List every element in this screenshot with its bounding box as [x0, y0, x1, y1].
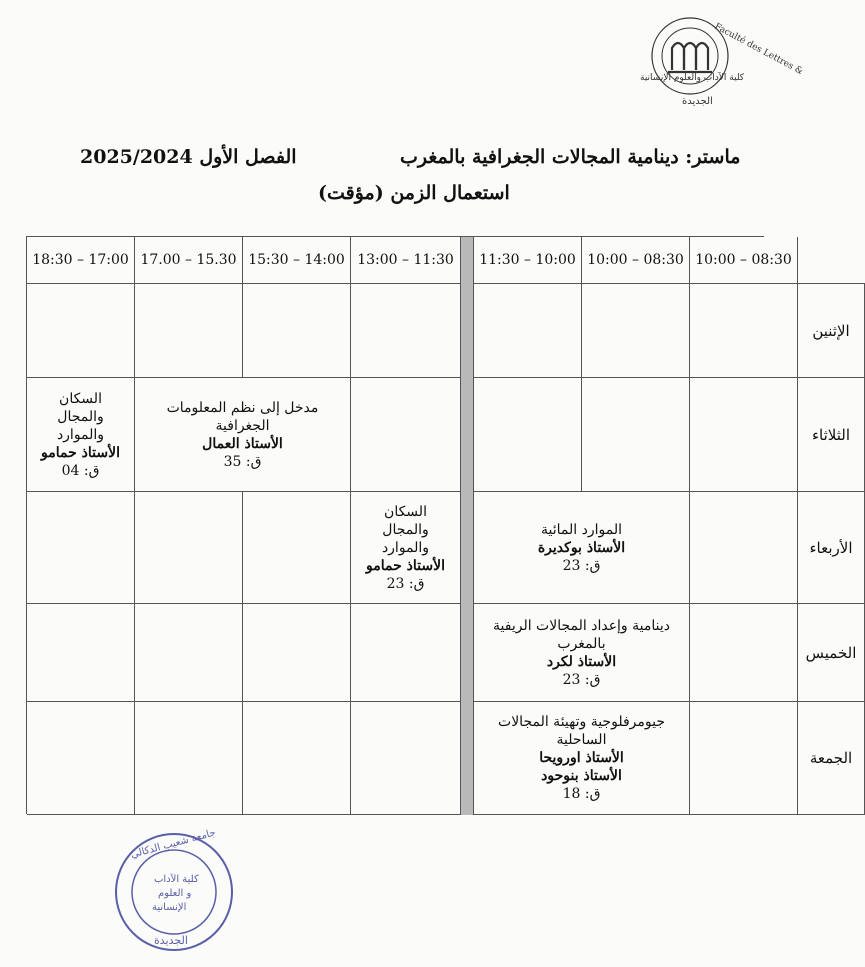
empty-cell — [243, 284, 351, 378]
session-thu-morning: دينامية وإعداد المجالات الريفية بالمغرب الأستاذ لكرد ق: 23 — [474, 604, 690, 702]
time-slot-3: 13:00 – 11:30 — [351, 237, 461, 284]
room-label: ق: 18 — [562, 786, 601, 802]
time-slot-0: 10:00 – 08:30 — [690, 237, 798, 284]
professor-name: الأستاذ بوكديرة — [537, 539, 626, 556]
corner-cell — [798, 237, 865, 284]
professor-name: الأستاذ حمامو — [366, 557, 445, 574]
session-wed-morning: الموارد المائية الأستاذ بوكديرة ق: 23 — [474, 492, 690, 604]
official-stamp — [112, 827, 236, 954]
empty-cell — [474, 378, 582, 492]
professor-name: الأستاذ العمال — [202, 435, 283, 452]
day-monday: الإثنين — [798, 284, 865, 378]
empty-cell — [243, 604, 351, 702]
time-slot-1: 10:00 – 08:30 — [582, 237, 690, 284]
svg-text:و العلوم: و العلوم — [158, 888, 192, 899]
empty-cell — [27, 284, 135, 378]
empty-cell — [243, 702, 351, 815]
empty-cell — [690, 284, 798, 378]
professor-name: الأستاذ لكرد — [546, 653, 617, 670]
room-label: ق: 35 — [223, 453, 262, 470]
svg-text:كلية الآداب والعلوم الإنسانية: كلية الآداب والعلوم الإنسانية — [640, 73, 745, 83]
professor-name: الأستاذ حمامو — [41, 444, 120, 461]
empty-cell — [135, 284, 243, 378]
empty-cell — [351, 284, 461, 378]
empty-cell — [27, 492, 135, 604]
master-title: ماستر: دينامية المجالات الجغرافية بالمغرب — [400, 146, 741, 168]
empty-cell — [135, 702, 243, 815]
time-slot-5: 17.00 – 15.30 — [135, 237, 243, 284]
empty-cell — [135, 492, 243, 604]
faculty-logo — [632, 8, 805, 114]
schedule-title: استعمال الزمن (مؤقت) — [318, 182, 510, 204]
svg-text:الإنسانية: الإنسانية — [152, 902, 187, 913]
semester-label: الفصل الأول 2025/2024 — [80, 146, 297, 168]
logo-city: الجديدة — [682, 96, 713, 107]
room-label: ق: 23 — [562, 671, 601, 688]
day-friday: الجمعة — [798, 702, 865, 815]
time-slot-4: 15:30 – 14:00 — [243, 237, 351, 284]
svg-text:كلية الآداب: كلية الآداب — [154, 874, 199, 885]
professor-name: الأستاذ اورويحا — [539, 750, 624, 766]
empty-cell — [690, 604, 798, 702]
day-wednesday: الأربعاء — [798, 492, 865, 604]
empty-cell — [351, 702, 461, 815]
session-tue-late: السكان والمجال والموارد الأستاذ حمامو ق: 04 — [27, 378, 135, 492]
empty-cell — [474, 284, 582, 378]
empty-cell — [27, 604, 135, 702]
session-wed-midday: السكان والمجال والموارد الأستاذ حمامو ق: 23 — [351, 492, 461, 604]
room-label: ق: 23 — [386, 575, 425, 592]
empty-cell — [690, 492, 798, 604]
empty-cell — [135, 604, 243, 702]
session-fri-morning: جيومرفلوجية وتهيئة المجالات الساحلية الأستاذ اورويحا الأستاذ بنوحود ق: 18 — [474, 702, 690, 815]
empty-cell — [690, 702, 798, 815]
time-slot-6: 18:30 – 17:00 — [27, 237, 135, 284]
session-tue-afternoon: مدخل إلى نظم المعلومات الجغرافية الأستاذ العمال ق: 35 — [135, 378, 351, 492]
day-thursday: الخميس — [798, 604, 865, 702]
empty-cell — [582, 284, 690, 378]
professor-name-2: الأستاذ بنوحود — [541, 768, 622, 784]
time-slot-2: 11:30 – 10:00 — [474, 237, 582, 284]
svg-text:الجديدة: الجديدة — [154, 934, 188, 947]
day-tuesday: الثلاثاء — [798, 378, 865, 492]
lunch-break-separator — [461, 237, 474, 815]
empty-cell — [351, 604, 461, 702]
timetable — [26, 236, 857, 814]
empty-cell — [243, 492, 351, 604]
room-label: ق: 23 — [562, 557, 601, 574]
empty-cell — [351, 378, 461, 492]
empty-cell — [582, 378, 690, 492]
svg-text:Faculté des Lettres &: Faculté des Lettres & — [712, 21, 805, 78]
empty-cell — [27, 702, 135, 815]
room-label: ق: 04 — [61, 462, 100, 479]
svg-text:جامعة شعيب الدكالي: جامعة شعيب الدكالي — [129, 827, 217, 861]
empty-cell — [690, 378, 798, 492]
